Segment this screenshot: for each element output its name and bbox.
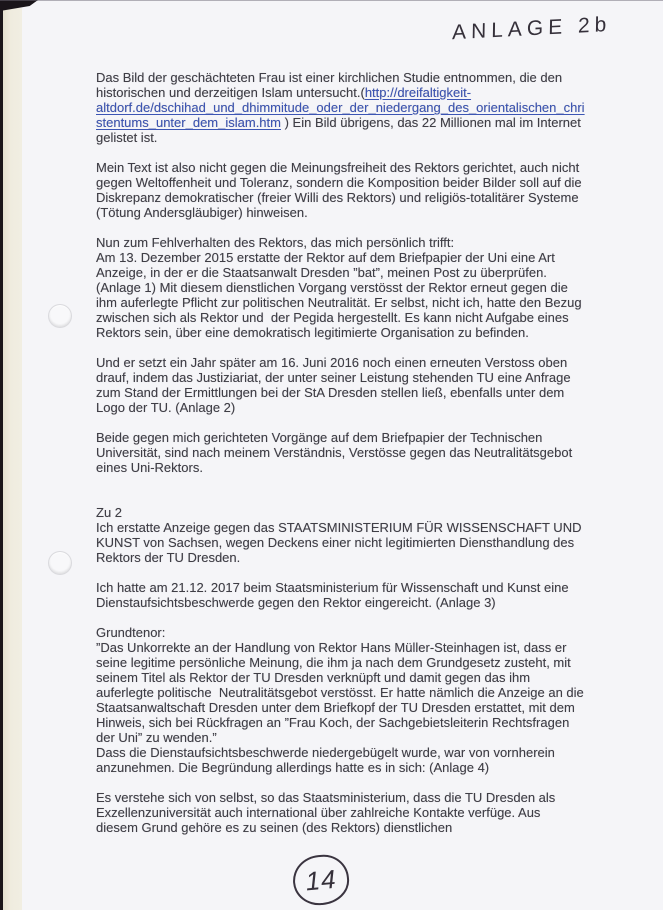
text-line: [96, 295, 594, 310]
hole-punch-bottom: [48, 551, 72, 575]
text-line: [96, 820, 594, 835]
text-line: [96, 790, 594, 805]
text-line: [96, 670, 594, 685]
text-run: Diskrepanz demokratischer (freier Willi des Rektors) und religiös-totalitärer Systeme: [96, 190, 579, 205]
text-line: [96, 685, 594, 700]
text-run: gelistet ist.: [96, 130, 158, 145]
text-line: [96, 385, 594, 400]
text-run: Exzellenzuniversität auch international über zahlreiche Kontakte verfüge. Aus: [96, 805, 541, 820]
text-line: [96, 325, 594, 340]
text-run: drauf, indem das Justiziariat, der unter seiner Leistung stehenden TU eine Anfrage: [96, 370, 571, 385]
paragraph: [96, 235, 594, 340]
text-run: (Tötung Andersgläubiger) hinweisen.: [96, 205, 308, 220]
document-text: [96, 70, 594, 835]
text-line: [96, 550, 594, 565]
text-line: [96, 520, 594, 535]
text-line: [96, 640, 594, 655]
text-run: ”Das Unkorrekte an der Handlung von Rektor Hans Müller-Steinhagen ist, dass er: [96, 640, 567, 655]
text-line: [96, 175, 594, 190]
text-run: seine legitime persönliche Meinung, die ihm ja nach dem Grundgesetz zusteht, mit: [96, 655, 571, 670]
text-line: [96, 85, 594, 100]
text-run: auferlegte politische Neutralitätsgebot verstösst. Er hatte nämlich die Anzeige an die: [96, 685, 584, 700]
paragraph: [96, 580, 594, 610]
text-run: Anzeige, in der er die Staatsanwalt Dresden ”bat”, meinen Post zu überprüfen.: [96, 265, 547, 280]
text-run: seinem Titel als Rektor der TU Dresden verknüpft und damit gegen das ihm: [96, 670, 531, 685]
paragraph: [96, 625, 594, 775]
text-line: [96, 655, 594, 670]
text-line: [96, 625, 594, 640]
text-run: eines Uni-Rektors.: [96, 460, 203, 475]
text-run: Am 13. Dezember 2015 erstatte der Rektor auf dem Briefpapier der Uni eine Art: [96, 250, 555, 265]
text-run: gegen Weltoffenheit und Toleranz, sondern die Komposition beider Bilder soll auf die: [96, 175, 582, 190]
text-run: Rektors sein, über eine demokratisch legitimierte Organisation zu befinden.: [96, 325, 529, 340]
hyperlink-text: altdorf.de/dschihad_und_dhimmitude_oder_der_niedergang_des_orientalischen_chri: [96, 100, 585, 115]
paragraph: [96, 355, 594, 415]
text-line: [96, 505, 594, 520]
text-line: [96, 535, 594, 550]
paragraph: [96, 790, 594, 835]
text-run: zwischen sich als Rektor und der Pegida hergestellt. Es kann nicht Aufgabe eines: [96, 310, 569, 325]
text-line: [96, 460, 594, 475]
text-run: zum Stand der Ermittlungen bei der StA Dresden stellen ließ, ebenfalls unter dem: [96, 385, 565, 400]
scan-edge-dark: [0, 0, 3, 910]
paragraph: [96, 160, 594, 220]
text-line: [96, 430, 594, 445]
text-run: der Uni” zu wenden.”: [96, 730, 217, 745]
text-line: [96, 115, 594, 130]
text-line: [96, 160, 594, 175]
text-line: [96, 580, 594, 595]
text-run: Ich erstatte Anzeige gegen das STAATSMINISTERIUM FÜR WISSENSCHAFT UND: [96, 520, 582, 535]
paragraph: [96, 70, 594, 145]
text-line: [96, 280, 594, 295]
text-line: [96, 130, 594, 145]
text-line: [96, 70, 594, 85]
text-line: [96, 595, 594, 610]
handwritten-page-number-circle: [291, 853, 351, 908]
text-line: [96, 805, 594, 820]
text-line: [96, 700, 594, 715]
text-line: [96, 235, 594, 250]
hyperlink-text: http://dreifaltigkeit-: [364, 85, 472, 100]
text-run: Und er setzt ein Jahr später am 16. Juni 2016 noch einen erneuten Verstoss oben: [96, 355, 568, 370]
text-line: [96, 370, 594, 385]
text-run: KUNST von Sachsen, wegen Deckens einer nicht legitimierten Diensthandlung des: [96, 535, 575, 550]
text-line: [96, 100, 594, 115]
page-number: 14: [304, 863, 338, 896]
text-line: [96, 355, 594, 370]
handwritten-annotation: ANLAGE 2b: [451, 12, 612, 45]
text-run: Zu 2: [96, 505, 123, 520]
paragraph: [96, 430, 594, 475]
text-run: Beide gegen mich gerichteten Vorgänge auf dem Briefpapier der Technischen: [96, 430, 543, 445]
scan-top-edge: [0, 0, 663, 1]
hyperlink-text: stentums_unter_dem_islam.htm: [96, 115, 281, 130]
text-run: anzunehmen. Die Begründung allerdings hatte es in sich: (Anlage 4): [96, 760, 490, 775]
text-run: ihm auferlegte Pflicht zur politischen Neutralität. Er selbst, nicht ich, hatte den Bezug: [96, 295, 582, 310]
hole-punch-top: [48, 304, 72, 328]
paragraph: [96, 505, 594, 565]
text-line: [96, 445, 594, 460]
text-line: [96, 190, 594, 205]
text-run: Ich hatte am 21.12. 2017 beim Staatsministerium für Wissenschaft und Kunst eine: [96, 580, 569, 595]
text-line: [96, 730, 594, 745]
text-line: [96, 310, 594, 325]
text-run: Universität, sind nach meinem Verständnis, Verstösse gegen das Neutralitätsgebot: [96, 445, 573, 460]
text-run: Dienstaufsichtsbeschwerde gegen den Rektor eingereicht. (Anlage 3): [96, 595, 496, 610]
text-run: Mein Text ist also nicht gegen die Meinungsfreiheit des Rektors gerichtet, auch nicht: [96, 160, 580, 175]
text-run: Das Bild der geschächteten Frau ist einer kirchlichen Studie entnommen, die den: [96, 70, 563, 85]
text-run: (Anlage 1) Mit diesem dienstlichen Vorgang verstösst der Rektor erneut gegen die: [96, 280, 568, 295]
text-run: Es verstehe sich von selbst, so das Staatsministerium, dass die TU Dresden als: [96, 790, 556, 805]
text-line: [96, 745, 594, 760]
text-line: [96, 265, 594, 280]
text-line: [96, 715, 594, 730]
text-run: Hinweis, sich bei Rückfragen an ”Frau Koch, der Sachgebietsleiterin Rechtsfragen: [96, 715, 570, 730]
text-run: Staatsanwaltschaft Dresden unter dem Briefkopf der TU Dresden erstattet, mit dem: [96, 700, 575, 715]
text-run: Grundtenor:: [96, 625, 166, 640]
text-run: Rektors der TU Dresden.: [96, 550, 241, 565]
text-line: [96, 250, 594, 265]
text-run: Logo der TU. (Anlage 2): [96, 400, 236, 415]
text-line: [96, 205, 594, 220]
text-run: diesem Grund gehöre es zu seinen (des Rektors) dienstlichen: [96, 820, 453, 835]
text-run: historischen und derzeitigen Islam untersucht.(: [96, 85, 365, 100]
scan-edge-strip: [3, 8, 22, 910]
text-line: [96, 760, 594, 775]
text-run: ) Ein Bild übrigens, das 22 Millionen mal im Internet: [280, 115, 581, 130]
text-run: Nun zum Fehlverhalten des Rektors, das mich persönlich trifft:: [96, 235, 455, 250]
text-line: [96, 400, 594, 415]
text-run: Dass die Dienstaufsichtsbeschwerde niedergebügelt wurde, war von vornherein: [96, 745, 555, 760]
